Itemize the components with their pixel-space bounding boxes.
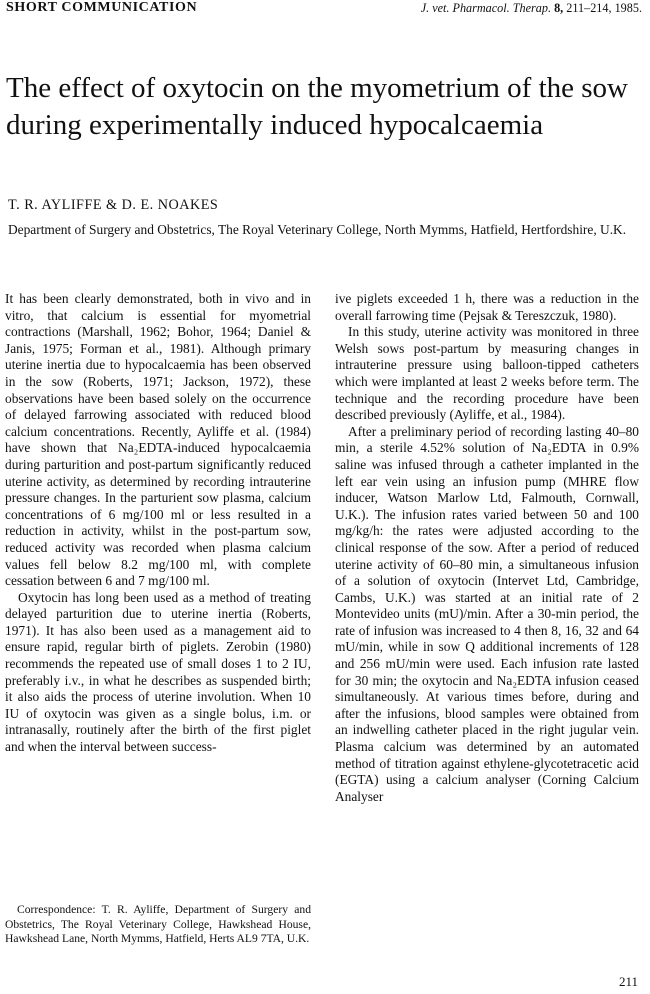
journal-volume: 8, [554,1,564,15]
body-column-right [335,291,639,805]
body-column-left [5,291,311,756]
journal-pages: 211–214, 1985. [566,1,642,15]
body-paragraph: Oxytocin has long been used as a method of treating delayed parturition due to uterine inertia (Roberts, 1971). It has also been used as a management aid to ensure rapid, regular birth of piglets. Zerobin (1980) recommends the repeated use of small doses 1 to 2 IU, preferably i.v., in what he describes as suspended birth; it also aids the process of uterine involution. When 10 IU of oxytocin was given as a single bolus, i.m. or intranasally, routinely after the birth of the first piglet and when the interval between success- [5,589,311,755]
body-paragraph: ive piglets exceeded 1 h, there was a reduction in the overall farrowing time (Pejsak & Tereszczuk, 1980). [335,291,639,323]
journal-citation [421,1,642,16]
correspondence-footnote: Correspondence: T. R. Ayliffe, Department of Surgery and Obstetrics, The Royal Veterinary College, Hawkshead House, Hawkshead Lane, North Mymms, Hatfield, Herts AL9 7TA, U.K. [5,903,311,945]
body-paragraph: After a preliminary period of recording lasting 40–80 min, a sterile 4.52% solution of Na₂EDTA in 0.9% saline was infused through a catheter implanted in the left ear vein using an infusion pump (MHRE flow inducer, Watson Marlow Ltd, Falmouth, Cornwall, U.K.). The infusion rates varied between 50 and 100 mg/kg/h: the rates were adjusted according to the clinical response of the sow. After a period of reduced uterine activity of 60–80 min, a simultaneous infusion of a solution of oxytocin (Intervet Ltd, Cambridge, Cambs, U.K.) was started at an initial rate of 2 Montevideo units (mU)/min. After a 30-min period, the rate of infusion was increased to 4 then 8, 16, 32 and 64 mU/min, while in sow Q additional increments of 128 and 256 mU/min were used. Each infusion rate lasted for 30 min; the oxytocin and Na₂EDTA infusion ceased simultaneously. At various times before, during and after the infusions, blood samples were obtained from an indwelling catheter placed in the right jugular vein. Plasma calcium was determined by an automated method of titration against ethylene-glycotetracetic acid (EGTA) using a calcium analyser (Corning Calcium Analyser [335,423,639,804]
author-affiliation: Department of Surgery and Obstetrics, The Royal Veterinary College, North Mymms, Hatfield, Hertfordshire, U.K. [8,222,627,237]
section-label: SHORT COMMUNICATION [6,0,198,15]
article-title: The effect of oxytocin on the myometrium of the sow during experimentally induced hypocalcaemia [6,72,628,141]
body-paragraph: It has been clearly demonstrated, both in vivo and in vitro, that calcium is essential for myometrial contractions (Marshall, 1962; Bohor, 1964; Daniel & Janis, 1975; Forman et al., 1981). Although primary uterine inertia due to hypocalcaemia has been observed in the sow (Roberts, 1971; Jackson, 1972), these observations have been based solely on the occurrence of delayed farrowing associated with reduced blood calcium concentrations. Recently, Ayliffe et al. (1984) have shown that Na₂EDTA-induced hypocalcaemia during parturition and post-partum significantly reduced uterine activity, as determined by recording intrauterine pressure changes. In the parturient sow plasma, calcium concentrations of 6 mg/100 ml or less resulted in a reduction in activity, whilst in the post-partum sow, reduced activity was recorded when plasma calcium values fell below 8.2 mg/100 ml, with complete cessation between 6 and 7 mg/100 ml. [5,291,311,589]
page-number: 211 [618,974,638,989]
journal-name: J. vet. Pharmacol. Therap. [420,1,552,15]
running-header [6,0,642,16]
body-paragraph: In this study, uterine activity was monitored in three Welsh sows post-partum by measuring changes in intrauterine pressure using balloon-tipped catheters which were implanted at least 2 weeks before term. The technique and the recording procedure have been described previously (Ayliffe, et al., 1984). [335,324,639,423]
article-authors: T. R. AYLIFFE & D. E. NOAKES [8,197,219,213]
